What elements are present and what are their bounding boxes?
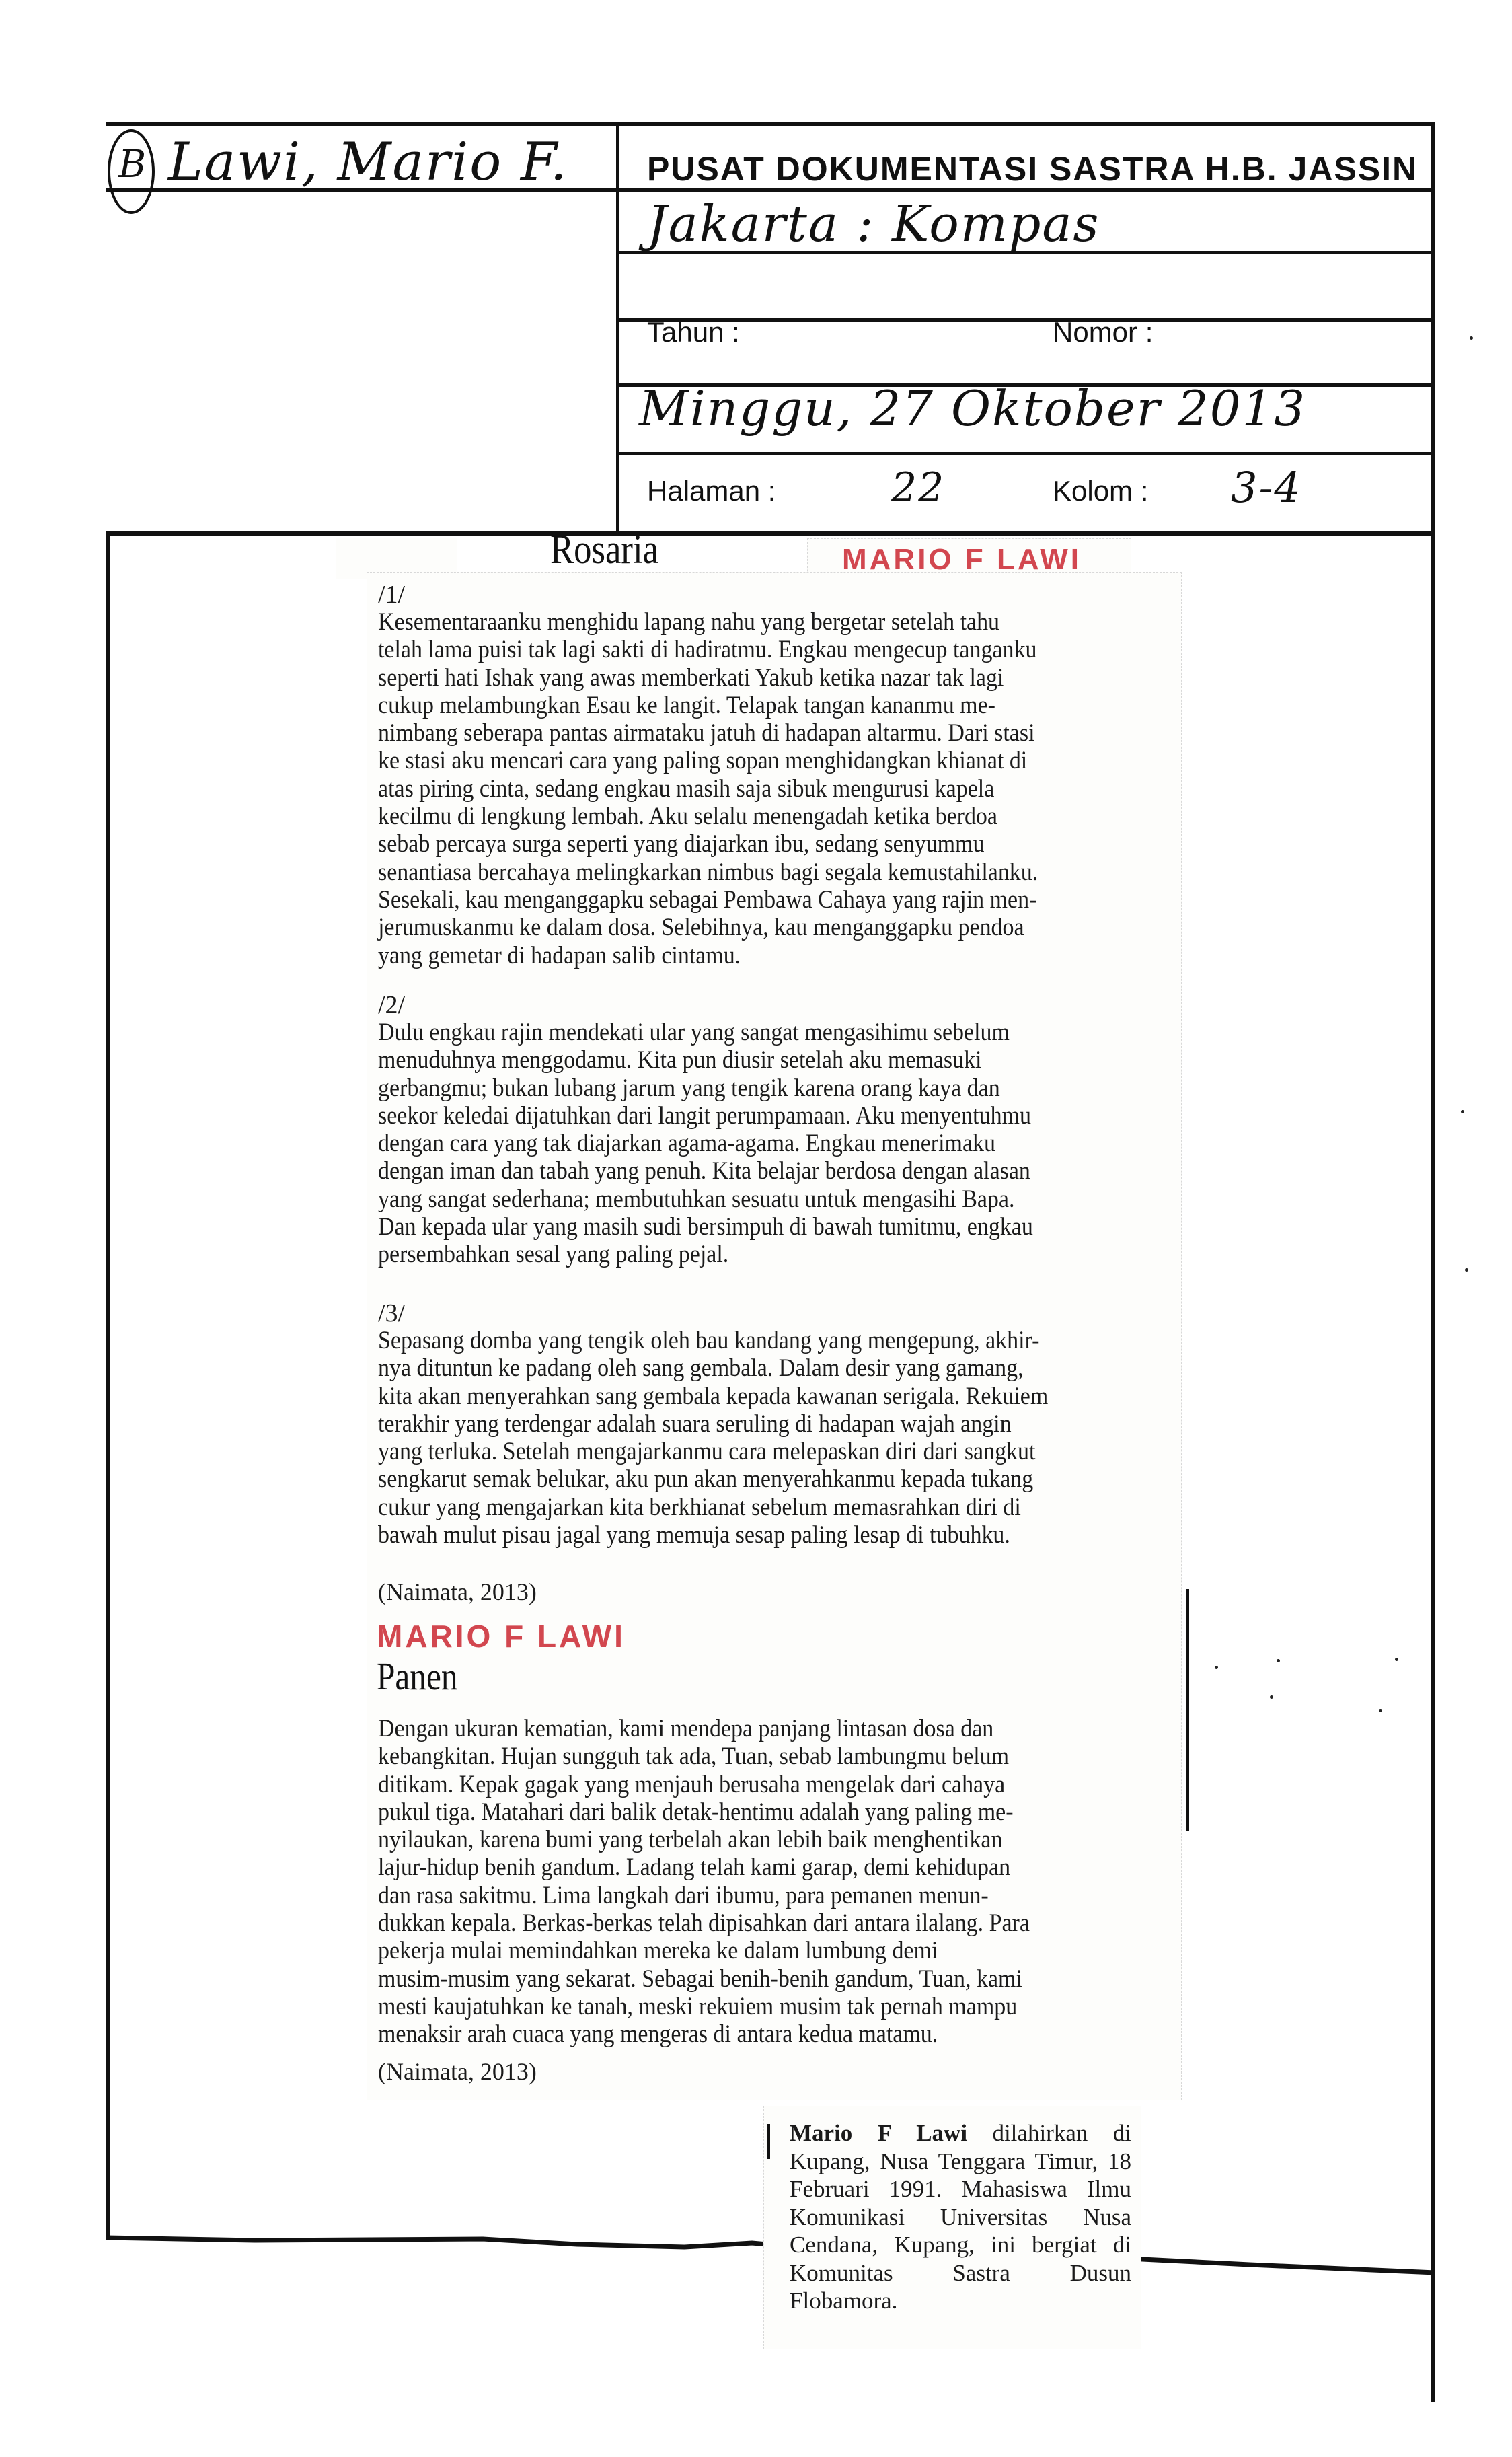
scan-speck (1470, 336, 1473, 340)
author-name-red: MARIO F LAWI (377, 1619, 626, 1654)
poem-line: ke stasi aku mencari cara yang paling sopan menghidangkan khianat di (378, 746, 1028, 774)
poem-line: persembahkan sesal yang paling pejal. (378, 1240, 729, 1268)
header-rule (617, 318, 1435, 322)
stanza-number: /2/ (378, 991, 406, 1019)
poem-line: seekor keledai dijatuhkan dari langit perumpamaan. Aku menyentuhmu (378, 1101, 1031, 1129)
poem-line: telah lama puisi tak lagi sakti di hadiratmu. Engkau mengecup tanganku (378, 635, 1037, 663)
scan-speck (1379, 1709, 1382, 1712)
poem-line: Dulu engkau rajin mendekati ular yang sangat mengasihimu sebelum (378, 1018, 1010, 1046)
poem-line: dukkan kepala. Berkas-berkas telah dipisahkan dari antara ilalang. Para (378, 1909, 1030, 1937)
scan-speck (1465, 1268, 1468, 1272)
author-name-red: MARIO F LAWI (842, 543, 1082, 576)
poem-title-panen: Panen (377, 1654, 458, 1698)
header-rule-top (106, 122, 1435, 126)
poem-line: Kesementaraanku menghidu lapang nahu yang bergetar setelah tahu (378, 608, 1000, 635)
halaman-value: 22 (891, 464, 946, 511)
publisher-handwritten: Jakarta : Kompas (647, 195, 1100, 253)
poem-line: dengan cara yang tak diajarkan agama-agama. Engkau menerimaku (378, 1129, 995, 1157)
poem-line: kita akan menyerahkan sang gembala kepada kawanan serigala. Rekuiem (378, 1381, 1049, 1409)
poem-line: musim-musim yang sekarat. Sebagai benih-benih gandum, Tuan, kami (378, 1964, 1022, 1992)
poem-title-rosaria: Rosaria (550, 527, 658, 573)
header-border-right (1431, 122, 1435, 534)
panen-text (378, 1714, 1091, 2048)
poem-line: cukur yang mengajarkan kita berkhianat sebelum memasrahkan diri di (378, 1492, 1021, 1520)
poem-line: nimbang seberapa pantas airmataku jatuh di hadapan altarmu. Dari stasi (378, 719, 1035, 747)
bio-name: Mario F Lawi (790, 2120, 968, 2146)
frame-border-left (106, 531, 110, 2237)
nomor-label: Nomor : (1053, 316, 1154, 348)
date-handwritten: Minggu, 27 Oktober 2013 (639, 380, 1307, 437)
poem-line: yang gemetar di hadapan salib cintamu. (378, 941, 741, 969)
poem-line: Dan kepada ular yang masih sudi bersimpuh di bawah tumitmu, engkau (378, 1212, 1033, 1241)
poem-line: pekerja mulai memindahkan mereka ke dalam lumbung demi (378, 1936, 938, 1965)
poem-line: menuduhnya menggodamu. Kita pun diusir setelah aku memasuki (378, 1046, 982, 1074)
scan-speck (1270, 1695, 1273, 1699)
poem-line: sengkarut semak belukar, aku pun akan menyerahkanmu kepada tukang (378, 1465, 1034, 1493)
halaman-label: Halaman : (647, 475, 776, 507)
author-bio (790, 2119, 1131, 2315)
poem-line: cukup melambungkan Esau ke langit. Telapak tangan kananmu me- (378, 690, 995, 719)
poem-line: gerbangmu; bukan lubang jarum yang tengik karena orang kaya dan (378, 1073, 1000, 1101)
frame-border-right (1431, 531, 1435, 2402)
kolom-label: Kolom : (1053, 475, 1149, 507)
poem-line: Sesekali, kau menganggapku sebagai Pembawa Cahaya yang rajin men- (378, 885, 1037, 913)
poem-line: jerumuskanmu ke dalam dosa. Selebihnya, kau menganggapku pendoa (378, 913, 1024, 941)
bio-rule (767, 2124, 770, 2159)
poem-line: menaksir arah cuaca yang mengeras di antara kedua matamu. (378, 2020, 938, 2048)
stanza-1-text (378, 608, 1091, 969)
poem-line: kecilmu di lengkung lembah. Aku selalu menengadah ketika berdoa (378, 802, 997, 830)
tahun-label: Tahun : (647, 316, 740, 348)
column-rule (1186, 1589, 1189, 1831)
institution-title: PUSAT DOKUMENTASI SASTRA H.B. JASSIN (647, 150, 1419, 188)
poem-line: mesti kaujatuhkan ke tanah, meski rekuiem musim tak pernah mampu (378, 1991, 1018, 2020)
scan-speck (1215, 1666, 1218, 1669)
frame-border-top (106, 531, 1435, 536)
poem-line: lajur-hidup benih gandum. Ladang telah kami garap, demi kehidupan (378, 1853, 1011, 1881)
stanza-number: /1/ (378, 581, 406, 609)
poem-source-rosaria: (Naimata, 2013) (378, 1578, 537, 1605)
poem-line: yang terluka. Setelah mengajarkanmu cara melepaskan diri dari sangkut (378, 1437, 1036, 1465)
poem-line: senantiasa bercahaya melingkarkan nimbus bagi segala kemustahilanku. (378, 857, 1038, 885)
poem-line: Dengan ukuran kematian, kami mendepa panjang lintasan dosa dan (378, 1714, 994, 1742)
stanza-number: /3/ (378, 1299, 406, 1327)
scan-speck (1277, 1659, 1280, 1662)
scan-speck (1395, 1658, 1398, 1661)
poem-line: seperti hati Ishak yang awas memberkati Yakub ketika nazar tak lagi (378, 663, 1004, 691)
catalog-mark: B (118, 143, 148, 186)
poem-line: terakhir yang terdengar adalah suara seruling di hadapan wajah angin (378, 1409, 1012, 1437)
poem-line: nyilaukan, karena bumi yang terbelah akan lebih baik menghentikan (378, 1825, 1003, 1854)
poem-line: kebangkitan. Hujan sungguh tak ada, Tuan, sebab lambungmu belum (378, 1742, 1010, 1770)
header-rule (617, 452, 1435, 455)
poem-line: nya dituntun ke padang oleh sang gembala. Dalam desir yang gamang, (378, 1354, 1024, 1382)
poem-line: pukul tiga. Matahari dari balik detak-hentimu adalah yang paling me- (378, 1797, 1014, 1825)
poem-line: dan rasa sakitmu. Lima langkah dari ibumu, para pemanen menun- (378, 1880, 989, 1909)
poem-line: ditikam. Kepak gagak yang menjauh berusaha mengelak dari cahaya (378, 1769, 1006, 1798)
author-handwritten: Lawi, Mario F. (168, 132, 568, 192)
stanza-3-text (378, 1326, 1091, 1548)
kolom-value: 3-4 (1231, 463, 1302, 512)
poem-line: bawah mulut pisau jagal yang memuja sesap paling lesap di tubuhku. (378, 1520, 1010, 1549)
poem-line: sebab percaya surga seperti yang diajarkan ibu, sedang senyummu (378, 830, 985, 858)
scan-speck (1461, 1110, 1464, 1113)
poem-line: Sepasang domba yang tengik oleh bau kandang yang mengepung, akhir- (378, 1326, 1040, 1354)
poem-line: dengan iman dan tabah yang penuh. Kita belajar berdosa dengan alasan (378, 1157, 1030, 1185)
stanza-2-text (378, 1018, 1091, 1268)
poem-source-panen: (Naimata, 2013) (378, 2058, 537, 2085)
bio-text: dilahirkan di Kupang, Nusa Tenggara Timur, 18 Februari 1991. Mahasiswa Ilmu Komunikasi Universitas Nusa Cendana, Kupang, ini bergiat di Komunitas Sastra Dusun Flobamora. (790, 2120, 1131, 2314)
poem-line: yang sangat sederhana; membutuhkan sesuatu untuk mengasihi Bapa. (378, 1184, 1015, 1212)
header-divider (616, 122, 619, 534)
poem-line: atas piring cinta, sedang engkau masih saja sibuk mengurusi kapela (378, 774, 995, 802)
